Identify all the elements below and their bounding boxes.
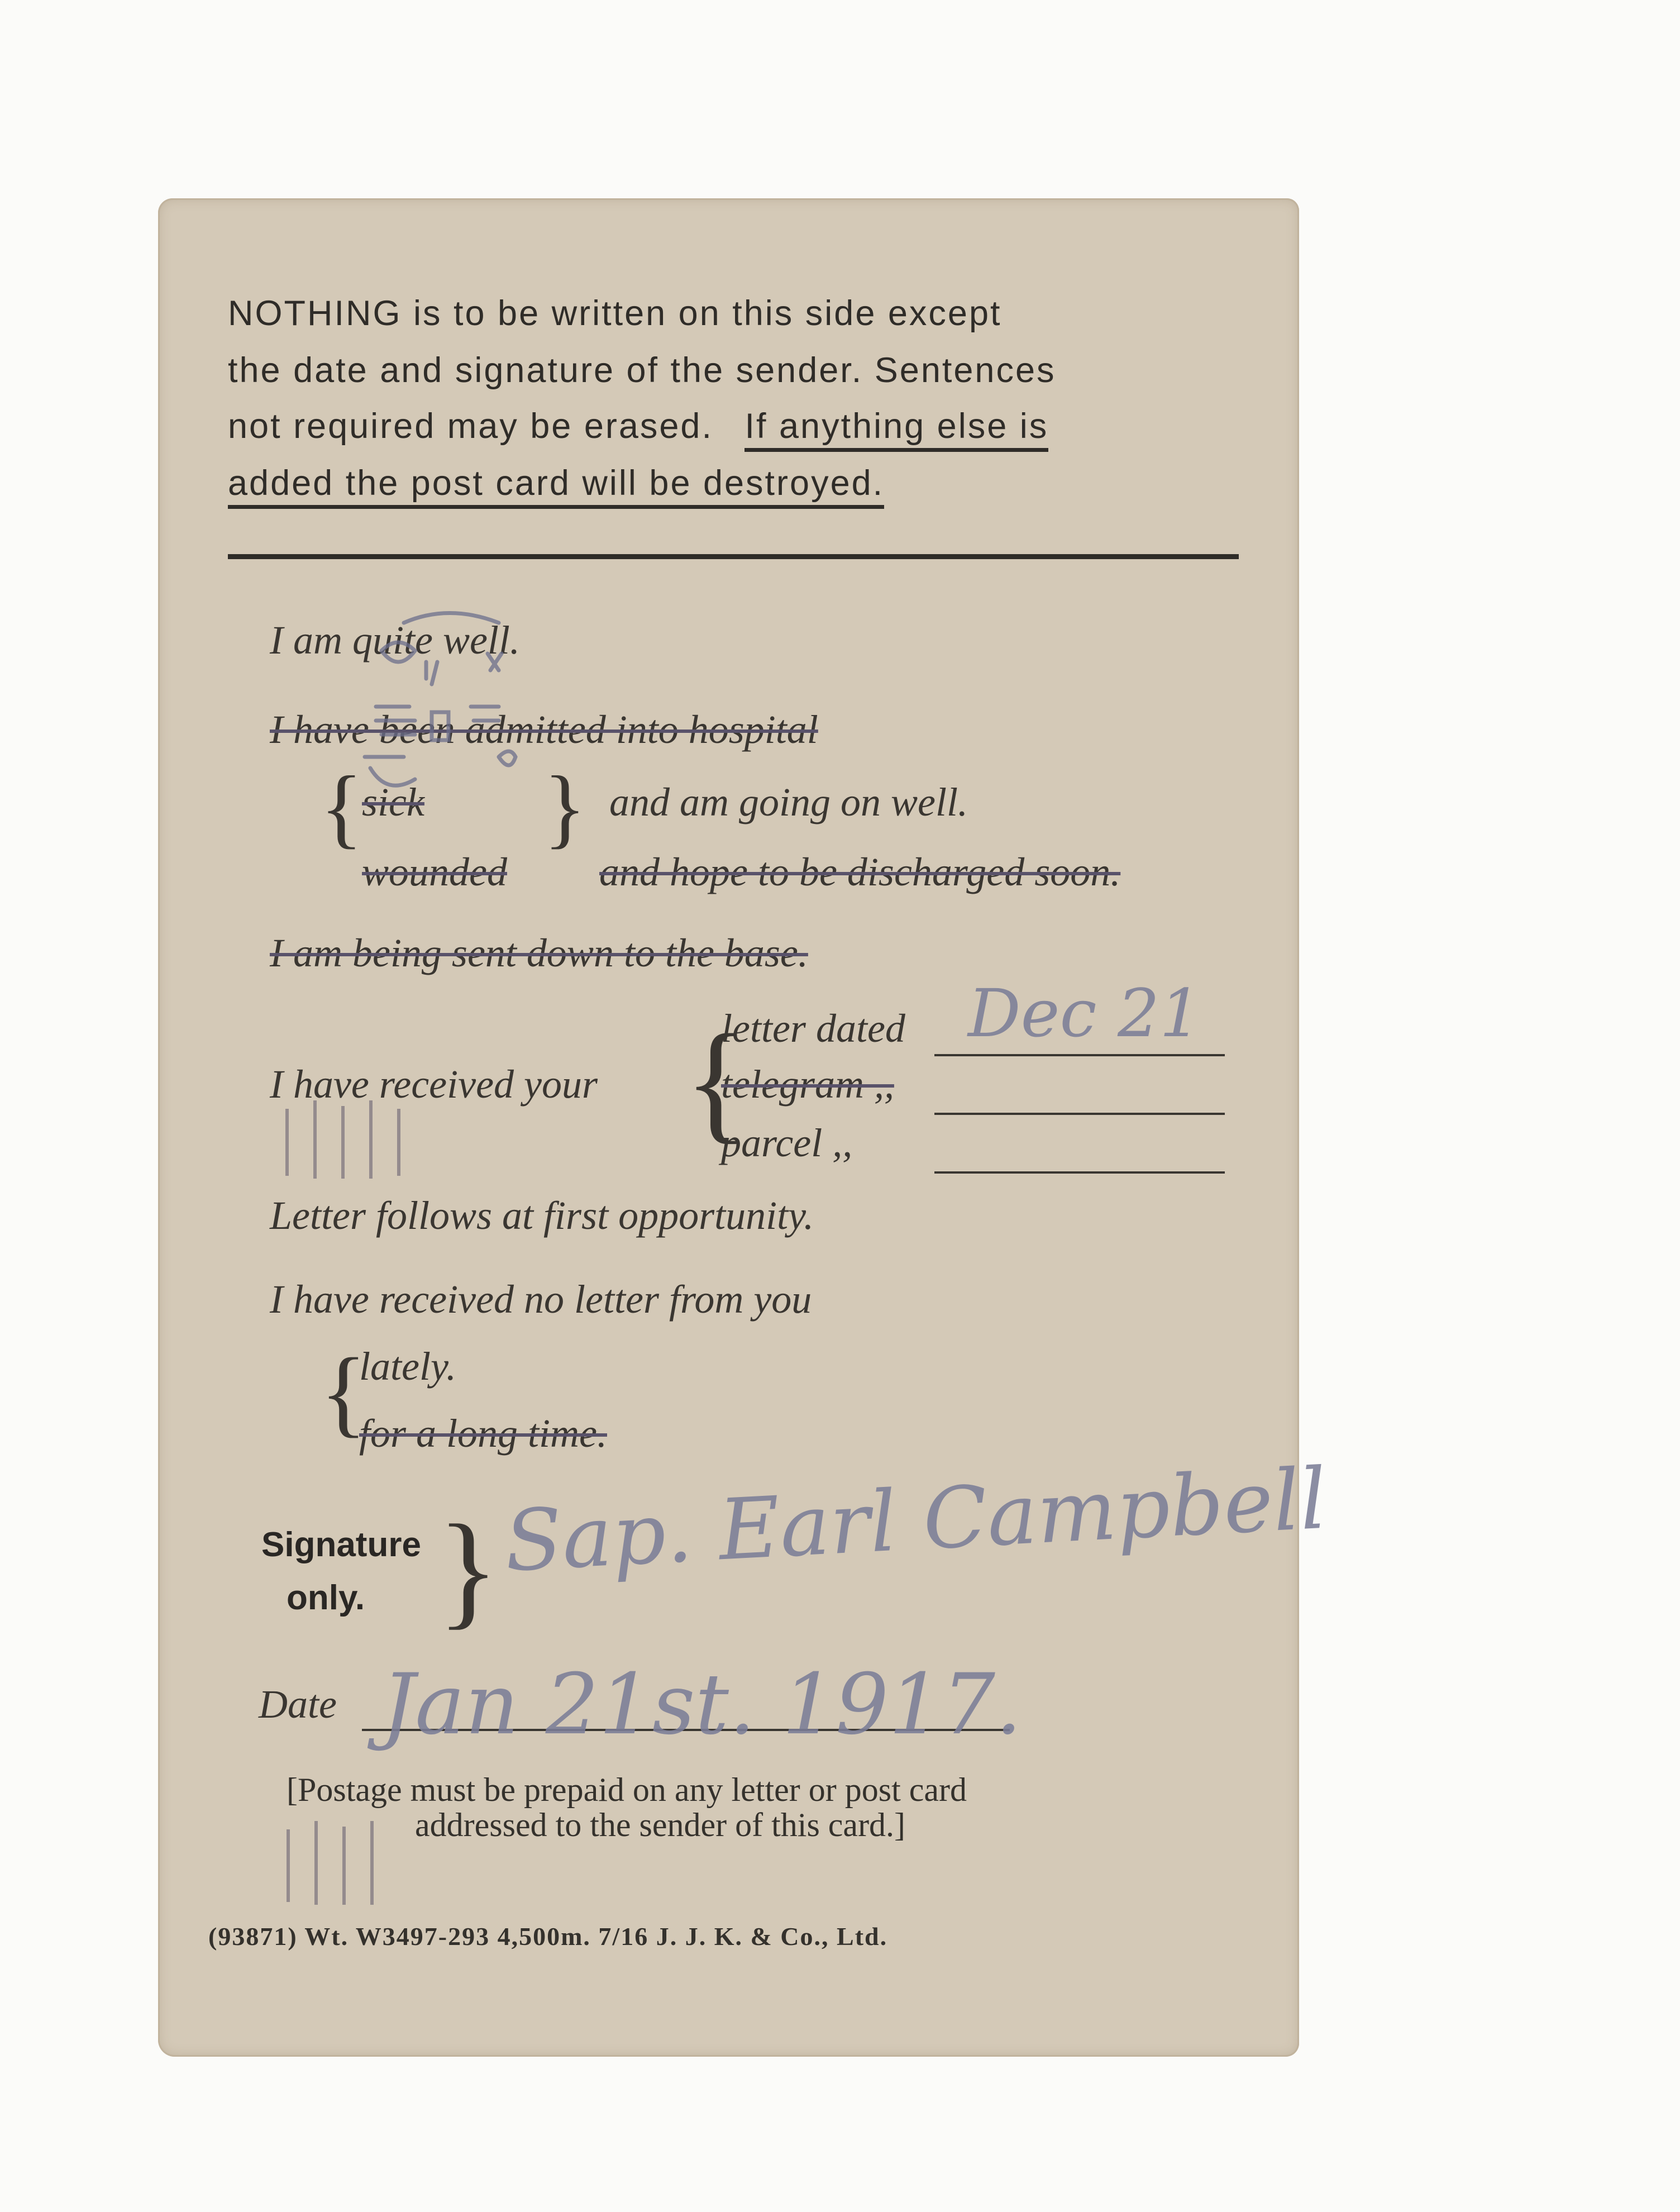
brace-sick-wounded-left: { <box>320 757 363 857</box>
statement-received-your: I have received your <box>270 1062 598 1107</box>
option-lately: lately. <box>359 1344 456 1389</box>
option-sick: sick <box>362 780 424 824</box>
divider-rule <box>228 554 1239 559</box>
printer-code: (93871) Wt. W3497-293 4,500m. 7/16 J. J. K. & Co., Ltd. <box>208 1922 888 1951</box>
notice-line-3 <box>228 406 1048 446</box>
brace-no-letter: { <box>320 1338 367 1446</box>
signature-label-line-1: Signature <box>261 1525 421 1564</box>
handwritten-letter-date: Dec 21 <box>968 975 1202 1052</box>
handwritten-date: Jan 21st. 1917. <box>381 1656 1022 1753</box>
statement-discharged: and hope to be discharged soon. <box>599 850 1121 894</box>
option-letter-dated: letter dated <box>721 1006 905 1051</box>
statement-no-letter: I have received no letter from you <box>270 1277 812 1322</box>
handwritten-signature: Sap. Earl Campbell <box>502 1450 1329 1591</box>
notice-line-1: NOTHING is to be written on this side except <box>228 294 1002 333</box>
option-wounded: wounded <box>362 850 507 894</box>
option-telegram: telegram ,, <box>721 1062 894 1107</box>
option-long-time: for a long time. <box>359 1411 607 1456</box>
option-parcel: parcel ,, <box>721 1121 853 1165</box>
notice-warning-part-2: added the post card will be destroyed. <box>228 464 884 509</box>
statement-quite-well: I am quite well. <box>270 618 520 662</box>
field-service-post-card <box>158 198 1329 2057</box>
letter-date-line <box>934 1054 1225 1056</box>
brace-received: { <box>684 1007 749 1155</box>
brace-sick-wounded-right: } <box>543 757 586 857</box>
statement-going-on-well: and am going on well. <box>609 780 968 824</box>
parcel-date-line <box>934 1171 1225 1174</box>
telegram-date-line <box>934 1113 1225 1115</box>
statement-letter-follows: Letter follows at first opportunity. <box>270 1193 814 1238</box>
notice-line-2: the date and signature of the sender. Sentences <box>228 351 1056 390</box>
date-label: Date <box>259 1682 337 1727</box>
signature-label-line-2: only. <box>287 1579 365 1617</box>
statement-hospital: I have been admitted into hospital <box>270 707 818 752</box>
notice-line-4 <box>228 463 884 503</box>
notice-warning-part-1: If anything else is <box>744 407 1048 452</box>
brace-signature: } <box>437 1498 499 1641</box>
footnote-line-2: addressed to the sender of this card.] <box>415 1806 906 1843</box>
pencil-censor-mark <box>320 600 555 824</box>
footnote-line-1: [Postage must be prepaid on any letter or post card <box>287 1771 967 1808</box>
statement-base: I am being sent down to the base. <box>270 931 808 975</box>
notice-line-3-plain: not required may be erased. <box>228 407 713 446</box>
